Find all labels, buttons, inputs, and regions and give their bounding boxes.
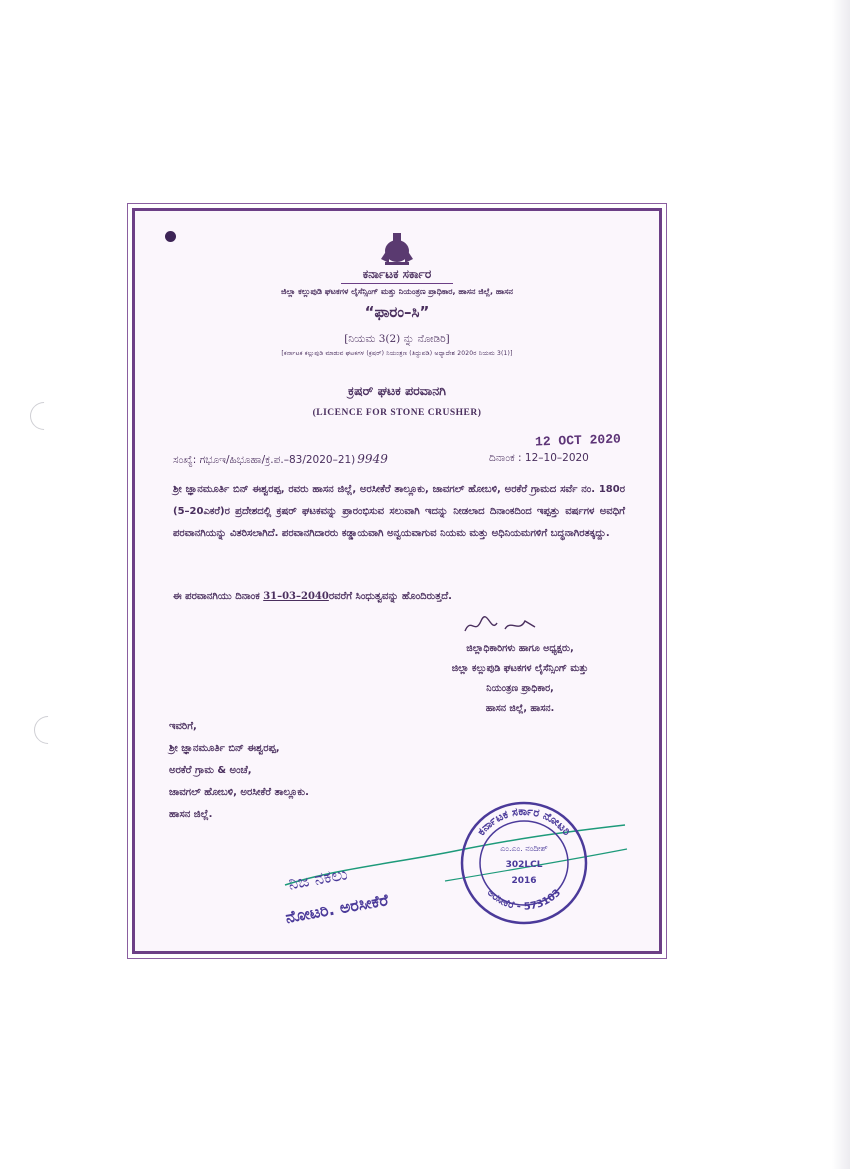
punch-hole-bottom — [28, 710, 68, 750]
validity-date: 31–03–2040 — [263, 591, 329, 602]
reference-number-text: ಸಂಖ್ಯೆ: ಗಭೂಇ/ಹಿಭೂಹಾ/ಕ್ರ.ಪ.–83/2020–21) — [173, 454, 356, 466]
addressee-line: ಇವರಿಗೆ, — [169, 721, 197, 732]
addressee-line: ಜಾವಗಲ್ ಹೋಬಳಿ, ಅರಸೀಕೆರೆ ತಾಲ್ಲೂಕು. — [169, 787, 309, 798]
addressee-line: ಶ್ರೀ ಜ್ಞಾನಮೂರ್ತಿ ಬಿನ್ ಈಶ್ವರಪ್ಪ, — [169, 743, 280, 754]
validity-suffix: ರವರೆಗೆ ಸಿಂಧುತ್ವವನ್ನು ಹೊಂದಿರುತ್ತದೆ. — [328, 591, 452, 602]
seal-outer-top: ಕರ್ನಾಟಕ ಸರ್ಕಾರ ನೋಟರಿ — [474, 804, 574, 838]
punch-hole-top — [24, 396, 64, 436]
validity-prefix: ಈ ಪರವಾನಗಿಯು ದಿನಾಂಕ — [173, 591, 264, 602]
signatory-line: ಹಾಸನ ಜಿಲ್ಲೆ, ಹಾಸನ. — [485, 703, 555, 714]
signatory-line: ಜಿಲ್ಲಾಧಿಕಾರಿಗಳು ಹಾಗೂ ಅಧ್ಯಕ್ಷರು, — [466, 643, 574, 654]
punch-mark — [165, 231, 176, 242]
officer-signature — [461, 613, 541, 637]
notary-stamp-text: ನೋಟರಿ. ಅರಸೀಕೆರೆ — [284, 890, 390, 927]
seal-outer-bottom: ಅರಸೀಕೆರೆ - 573103 — [484, 887, 564, 913]
reference-number — [173, 452, 388, 467]
authority-heading: ಜಿಲ್ಲಾ ಕಲ್ಲುಪುಡಿ ಘಟಕಗಳ ಲೈಸೆನ್ಸಿಂಗ್ ಮತ್ತು ನಿಯಂತ್ರಣ ಪ್ರಾಧಿಕಾರ, ಹಾಸನ ಜಿಲ್ಲೆ, ಹಾಸನ — [281, 287, 513, 296]
seal-name: ಎಂ.ಎಂ. ನಂದೀಶ್ — [500, 844, 548, 853]
rule-reference: [ನಿಯಮ 3(2) ನ್ನು ನೋಡಿರಿ] — [344, 333, 450, 345]
licence-title-english: (LICENCE FOR STONE CRUSHER) — [312, 408, 482, 418]
licence-title-kannada: ಕ್ರಷರ್ ಘಟಕ ಪರವಾನಗಿ — [347, 383, 447, 398]
signatory-block — [405, 639, 635, 719]
signatory-line: ನಿಯಂತ್ರಣ ಪ್ರಾಧಿಕಾರ, — [486, 683, 554, 694]
addressee-line: ಅರಕೆರೆ ಗ್ರಾಮ & ಅಂಚೆ, — [169, 765, 252, 776]
signatory-line: ಜಿಲ್ಲಾ ಕಲ್ಲುಪುಡಿ ಘಟಕಗಳ ಲೈಸೆನ್ಸಿಂಗ್ ಮತ್ತು — [451, 663, 589, 674]
notary-seal — [457, 799, 591, 927]
reference-handwritten: 9949 — [357, 452, 388, 466]
addressee-block — [169, 716, 309, 826]
state-emblem-icon — [375, 229, 419, 267]
page-edge-shadow — [832, 0, 850, 1169]
notary-handwritten-mark — [280, 835, 440, 925]
licence-body: ಶ್ರೀ ಜ್ಞಾನಮೂರ್ತಿ ಬಿನ್ ಈಶ್ವರಪ್ಪ, ರವರು ಹಾಸನ ಜಿಲ್ಲೆ, ಅರಸೀಕೆರೆ ತಾಲ್ಲೂಕು, ಜಾವಗಲ್ ಹೋಬಳಿ, ಅರಕೆರೆ ಗ್ರಾಮದ ಸರ್ವೆ ನಂ. 180ರ (5–20ಎಕರೆ)ರ ಪ್ರದೇಶದಲ್ಲಿ ಕ್ರಷರ್ ಘಟಕವನ್ನು ಪ್ರಾರಂಭಿಸುವ ಸಲುವಾಗಿ ಇದನ್ನು ನೀಡಲಾದ ದಿನಾಂಕದಿಂದ ಇಪ್ಪತ್ತು ವರ್ಷಗಳ ಅವಧಿಗೆ ಪರವಾನಗಿಯನ್ನು ವಿತರಿಸಲಾಗಿದೆ. ಪರವಾನಗಿದಾರರು ಕಡ್ಡಾಯವಾಗಿ ಅನ್ವಯವಾಗುವ ನಿಯಮ ಮತ್ತು ಅಧಿನಿಯಮಗಳಿಗೆ ಬದ್ಧನಾಗಿರತಕ್ಕದ್ದು. — [173, 484, 625, 539]
addressee-line: ಹಾಸನ ಜಿಲ್ಲೆ. — [169, 809, 213, 820]
seal-year: 2016 — [511, 876, 537, 886]
svg-text:ಅರಸೀಕೆರೆ - 573103 — [485, 887, 563, 912]
seal-reg-no: 302LCL — [505, 860, 543, 870]
government-heading: ಕರ್ನಾಟಕ ಸರ್ಕಾರ — [362, 267, 432, 281]
heading-underline — [341, 283, 453, 284]
notary-handwritten-text: ನಿಜ ನಕಲು — [286, 864, 350, 895]
rule-subreference: [ಕರ್ನಾಟಕ ಕಲ್ಲುಪುಡಿ ಮಾಡುವ ಘಟಕಗಳ (ಕ್ರಷರ್) ನಿಯಂತ್ರಣ (ತಿದ್ದುಪಡಿ) ಅಧ್ಯಾದೇಶ 2020ರ ನಿಯಮ 3(1)] — [281, 350, 513, 357]
issue-date: ದಿನಾಂಕ : 12–10–2020 — [489, 452, 589, 464]
received-date-stamp: 12 OCT 2020 — [534, 431, 622, 450]
validity-statement — [173, 591, 452, 602]
licence-document — [132, 208, 662, 954]
form-title: “ಫಾರಂ–ಸಿ” — [364, 303, 430, 321]
